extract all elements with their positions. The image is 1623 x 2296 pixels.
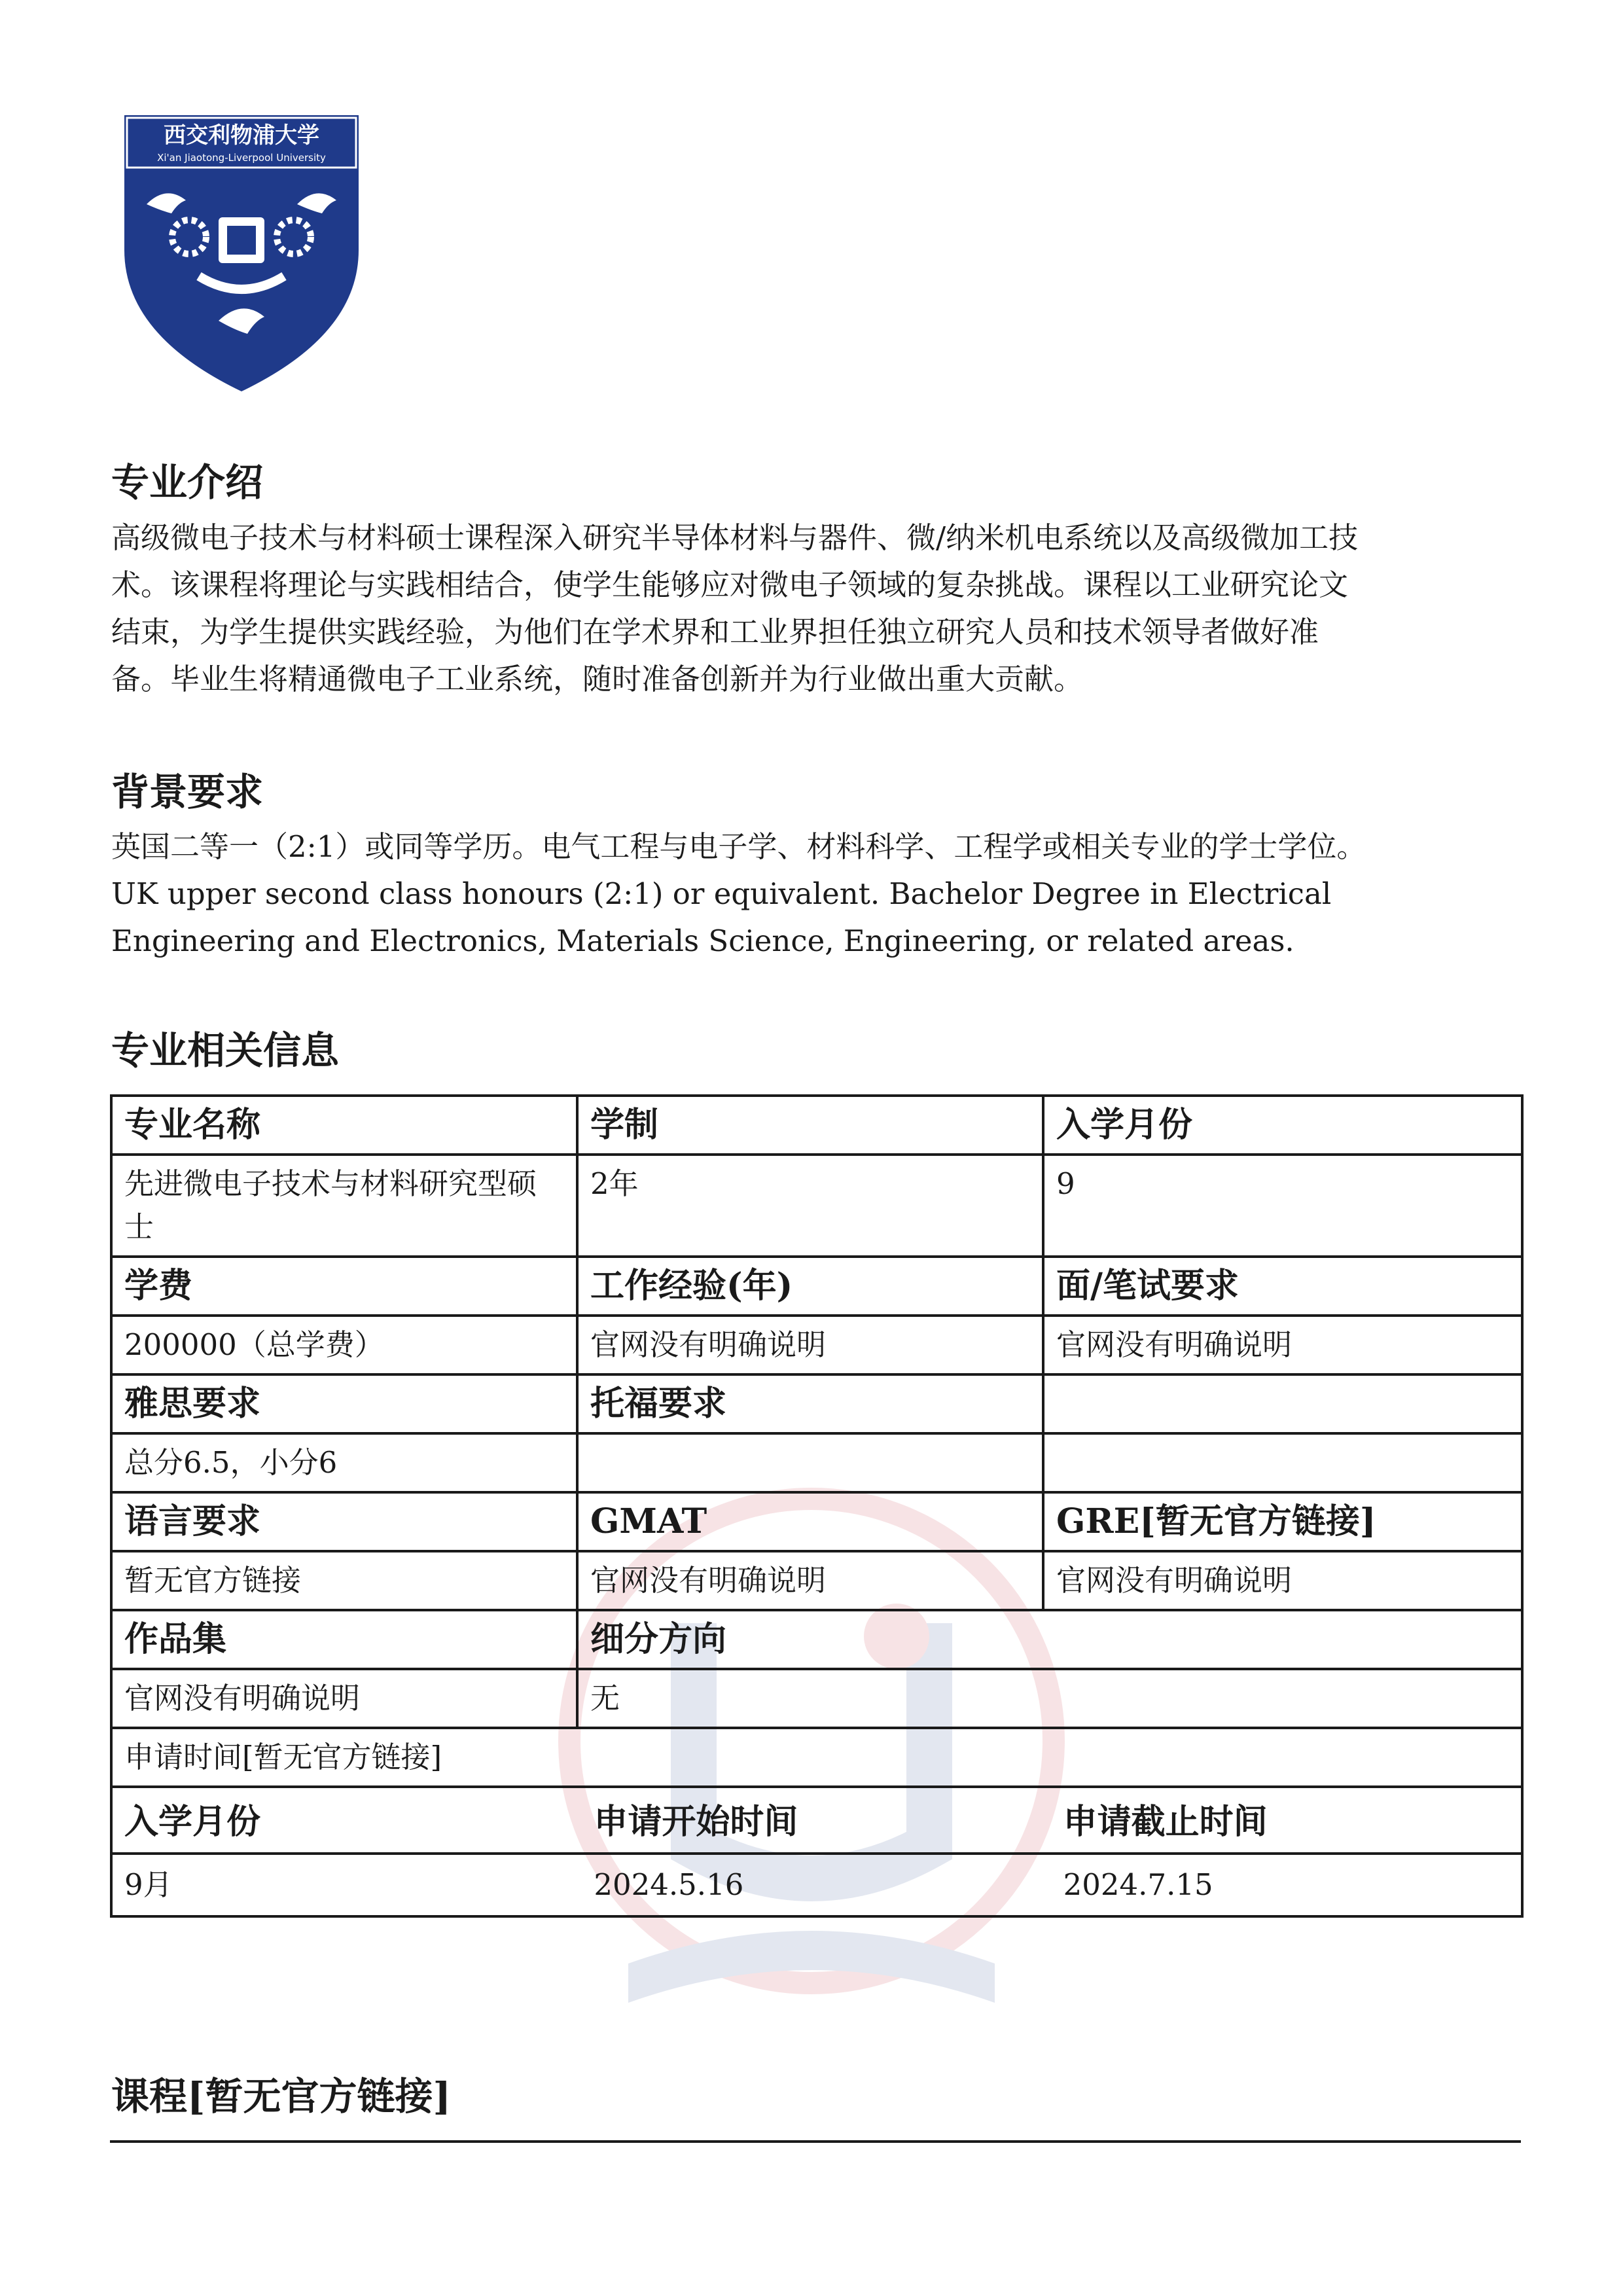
apply-start-value: 2024.5.16 <box>594 1867 744 1902</box>
header-cell: 细分方向 <box>577 1610 1522 1669</box>
intake-month-value: 9 <box>1043 1155 1522 1257</box>
university-crest-icon <box>120 113 363 394</box>
ielts-value: 总分6.5，小分6 <box>111 1433 577 1492</box>
header-cell: GRE[暂无官方链接] <box>1043 1492 1522 1551</box>
header-cell: 申请截止时间 <box>1052 1788 1521 1854</box>
background-title: 背景要求 <box>111 770 264 814</box>
background-paragraph <box>111 823 1518 965</box>
header-cell: 语言要求 <box>111 1492 577 1551</box>
crest-en-text: Xi'an Jiaotong-Liverpool University <box>157 152 326 164</box>
intro-line: 高级微电子技术与材料硕士课程深入研究半导体材料与器件、微/纳米机电系统以及高级微加工技 <box>111 520 1359 555</box>
header-cell: 申请开始时间 <box>582 1788 1051 1854</box>
specialization-value: 无 <box>577 1669 1522 1728</box>
header-cell: GMAT <box>577 1492 1043 1551</box>
apply-time-table <box>113 1788 1521 1915</box>
tuition-value: 200000（总学费） <box>111 1316 577 1374</box>
program-name-value: 先进微电子技术与材料研究型硕士 <box>111 1155 577 1257</box>
header-cell: 托福要求 <box>577 1374 1043 1433</box>
intro-paragraph <box>111 514 1518 703</box>
table-row <box>111 1433 1522 1492</box>
gmat-value: 官网没有明确说明 <box>577 1551 1043 1610</box>
table-row <box>111 1610 1522 1669</box>
background-line: UK upper second class honours (2:1) or equivalent. Bachelor Degree in Electrical <box>111 876 1332 911</box>
header-cell: 面/笔试要求 <box>1043 1257 1522 1316</box>
info-title: 专业相关信息 <box>111 1028 340 1073</box>
table-row <box>111 1669 1522 1728</box>
language-value: 暂无官方链接 <box>111 1551 577 1610</box>
intro-line: 备。毕业生将精通微电子工业系统，随时准备创新并为行业做出重大贡献。 <box>111 662 1084 696</box>
table-row <box>111 1316 1522 1374</box>
intro-title: 专业介绍 <box>111 460 264 505</box>
table-row <box>111 1096 1522 1155</box>
intro-line: 术。该课程将理论与实践相结合，使学生能够应对微电子领域的复杂挑战。课程以工业研究论文 <box>111 567 1349 602</box>
header-cell: 雅思要求 <box>111 1374 577 1433</box>
table-row <box>111 1728 1522 1787</box>
apply-header-row <box>113 1788 1521 1854</box>
header-cell: 工作经验(年) <box>577 1257 1043 1316</box>
header-cell: 入学月份 <box>1043 1096 1522 1155</box>
table-row <box>111 1492 1522 1551</box>
header-cell: 作品集 <box>111 1610 577 1669</box>
courses-title: 课程[暂无官方链接] <box>111 2074 451 2119</box>
background-line: Engineering and Electronics, Materials Science, Engineering, or related areas. <box>111 924 1294 958</box>
program-info-table <box>110 1094 1524 1918</box>
duration-value: 2年 <box>577 1155 1043 1257</box>
apply-time-label: 申请时间[暂无官方链接] <box>111 1728 1522 1787</box>
table-row <box>111 1155 1522 1257</box>
background-line: 英国二等一（2:1）或同等学历。电气工程与电子学、材料科学、工程学或相关专业的学士学位。 <box>111 829 1366 864</box>
header-cell: 入学月份 <box>113 1788 582 1854</box>
divider <box>110 2140 1521 2143</box>
table-row <box>111 1551 1522 1610</box>
gre-value: 官网没有明确说明 <box>1043 1551 1522 1610</box>
empty-cell <box>1043 1433 1522 1492</box>
work-experience-value: 官网没有明确说明 <box>577 1316 1043 1374</box>
header-cell: 专业名称 <box>111 1096 577 1155</box>
interview-value: 官网没有明确说明 <box>1043 1316 1522 1374</box>
crest-cn-text: 西交利物浦大学 <box>164 122 319 149</box>
header-cell <box>1043 1374 1522 1433</box>
apply-table-wrap <box>111 1787 1522 1916</box>
table-row <box>111 1374 1522 1433</box>
portfolio-value: 官网没有明确说明 <box>111 1669 577 1728</box>
header-cell: 学费 <box>111 1257 577 1316</box>
apply-value-row <box>113 1854 1521 1915</box>
toefl-value <box>577 1433 1043 1492</box>
apply-intake-value: 9月 <box>124 1867 173 1902</box>
apply-deadline-value: 2024.7.15 <box>1063 1867 1213 1902</box>
table-row <box>111 1787 1522 1916</box>
header-cell: 学制 <box>577 1096 1043 1155</box>
intro-line: 结束，为学生提供实践经验，为他们在学术界和工业界担任独立研究人员和技术领导者做好准 <box>111 615 1319 649</box>
table-row <box>111 1257 1522 1316</box>
